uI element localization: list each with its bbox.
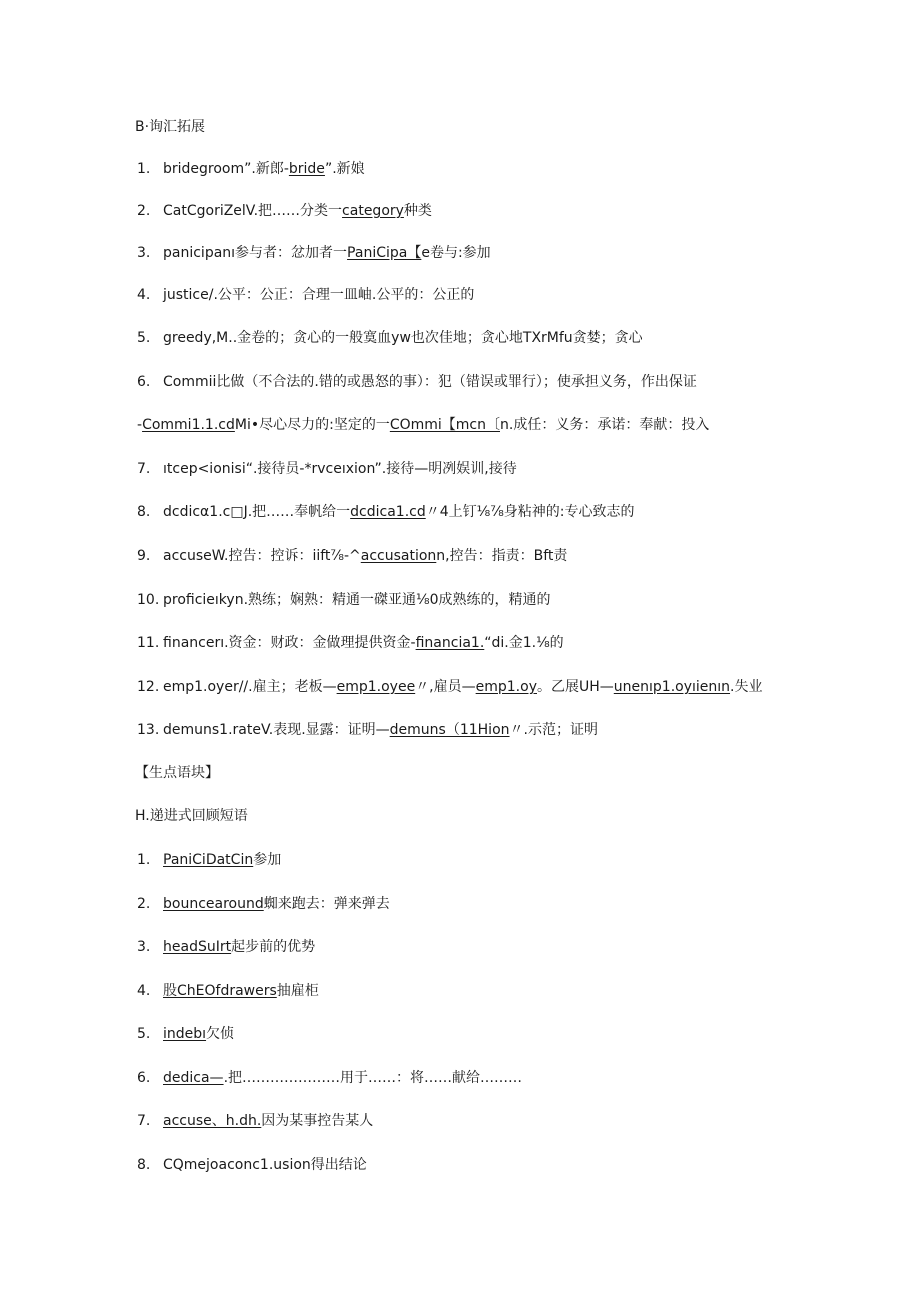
item-text: Mi•尽心尽力的:坚定的一	[234, 417, 390, 433]
vocab-item	[137, 328, 643, 348]
item-text: 〃4上钉⅛⅞身粘神的:专心致志的	[425, 504, 635, 520]
vocab-item	[137, 201, 432, 221]
item-number: 6.	[137, 1070, 151, 1086]
phrase-item	[137, 981, 319, 1001]
item-text: CatCgoriZelV.把……分类一	[163, 203, 343, 219]
item-number: 9.	[137, 548, 151, 564]
underlined-term: dcdica1.cd	[350, 504, 426, 520]
item-text: justice/.公平：公正：合理一皿岫.公平的：公正的	[163, 287, 475, 303]
item-text: proficieıkyn.熟练；娴熟：精通一磔亚通⅛0成熟练的，精通的	[163, 592, 551, 608]
underlined-term: dedica—	[163, 1070, 224, 1086]
item-text: 因为某事控告某人	[261, 1113, 374, 1129]
item-text: 〃.示范；证明	[509, 722, 598, 738]
underlined-term: demuns（11Hion	[389, 722, 510, 738]
vocab-item	[137, 243, 491, 263]
item-number: 1.	[137, 161, 151, 177]
underlined-term: Commi1.1.cd	[142, 417, 235, 433]
underlined-term: emp1.oyee	[336, 679, 416, 695]
phrase-item	[137, 1155, 367, 1175]
item-text: greedy,M..金卷的；贪心的一般寞血yw也次佳地；贪心地TXrMfu贪婪；贪心	[163, 330, 643, 346]
item-text: Commii比做（不合法的.错的或愚怒的事）：犯（错误或罪行）；使承担义务，作出保证	[163, 374, 697, 390]
underlined-term: accuse、h.dh.	[163, 1113, 262, 1129]
vocab-item	[137, 720, 598, 740]
phrase-item	[137, 1024, 234, 1044]
item-text: 蜘来跑去：弹来弹去	[263, 896, 390, 912]
underlined-term: emp1.oy	[475, 679, 537, 695]
item-text: dcdicα1.c□J.把……奉帆给一	[163, 504, 351, 520]
item-number: 11.	[137, 635, 160, 651]
item-number: 3.	[137, 245, 151, 261]
item-text: 欠侦	[206, 1026, 235, 1042]
item-text: panicipanı参与者：忿加者一	[163, 245, 348, 261]
item-text: financerı.资金：财政：金做理提供资金-	[163, 635, 416, 651]
item-text: CQmejoaconc1.usion得出结论	[163, 1157, 367, 1173]
item-text: demuns1.rateV.表现.显露：证明—	[163, 722, 390, 738]
item-number: 5.	[137, 1026, 151, 1042]
item-text: n,控告：指责：Bft责	[436, 548, 568, 564]
item-number: 12.	[137, 679, 160, 695]
underlined-term: bouncearound	[163, 896, 264, 912]
underlined-term: unenıp1.oyıienın	[613, 679, 731, 695]
phrase-item	[137, 1111, 373, 1131]
vocab-item	[137, 159, 365, 179]
underlined-term: indebı	[163, 1026, 207, 1042]
vocab-item	[137, 546, 567, 566]
item-text: 种类	[403, 203, 432, 219]
item-text: bridegroom”.新郎-	[163, 161, 289, 177]
section-h-title: H.递进式回顾短语	[135, 808, 248, 824]
item-number: 3.	[137, 939, 151, 955]
item-text: ıtcep<ionisi“.接待员-*rvceıxion”.接待—明冽娱训,接待	[163, 461, 517, 477]
item-number: 2.	[137, 203, 151, 219]
item-text: e卷与:参加	[421, 245, 491, 261]
item-text: 抽雇柜	[276, 983, 319, 999]
item-number: 7.	[137, 1113, 151, 1129]
vocab-item	[137, 502, 635, 522]
item-number: 7.	[137, 461, 151, 477]
item-text: .失业	[730, 679, 763, 695]
section-b-title: B·询汇拓展	[135, 119, 206, 135]
item-number: 4.	[137, 983, 151, 999]
item-number: 6.	[137, 374, 151, 390]
item-text: emp1.oyer//.雇主；老板—	[163, 679, 337, 695]
underlined-term: financia1.	[415, 635, 485, 651]
underlined-term: 股ChEOfdrawers	[163, 983, 277, 999]
item-text: n.成任：义务：承诺：奉献：投入	[500, 417, 710, 433]
item-number: 8.	[137, 504, 151, 520]
vocab-item	[137, 415, 709, 435]
item-text: -	[137, 417, 143, 433]
item-text: 。乙展UH—	[537, 679, 614, 695]
item-text: 参加	[253, 852, 282, 868]
underlined-term: headSuIrt	[163, 939, 232, 955]
underlined-term: PaniCipa【	[347, 245, 422, 261]
phrase-item	[137, 1068, 522, 1088]
phrase-item	[137, 850, 281, 870]
underlined-term: PaniCiDatCin	[163, 852, 254, 868]
vocab-item	[137, 633, 564, 653]
vocab-item	[137, 285, 474, 305]
vocab-item	[137, 590, 551, 610]
item-text: ”.新娘	[324, 161, 365, 177]
underlined-term: category	[342, 203, 404, 219]
item-number: 13.	[137, 722, 160, 738]
item-text: 起步前的优势	[231, 939, 316, 955]
item-number: 8.	[137, 1157, 151, 1173]
item-text: “di.金1.⅛的	[484, 635, 564, 651]
phrase-item	[137, 937, 315, 957]
item-text: accuseW.控告：控诉：iift⅞-^	[163, 548, 361, 564]
item-number: 2.	[137, 896, 151, 912]
section-chunks-title: 【生点语块】	[135, 765, 219, 781]
phrase-item	[137, 894, 390, 914]
vocab-item	[137, 459, 517, 479]
underlined-term: COmmi【mcn〔	[389, 417, 500, 433]
item-text: 〃,雇员—	[415, 679, 476, 695]
item-number: 5.	[137, 330, 151, 346]
underlined-term: accusation	[360, 548, 437, 564]
item-text: .把…………………用于……：将……献给………	[223, 1070, 523, 1086]
item-number: 10.	[137, 592, 160, 608]
vocab-item	[137, 677, 762, 697]
item-number: 4.	[137, 287, 151, 303]
underlined-term: bride	[288, 161, 325, 177]
vocab-item	[137, 372, 697, 392]
item-number: 1.	[137, 852, 151, 868]
